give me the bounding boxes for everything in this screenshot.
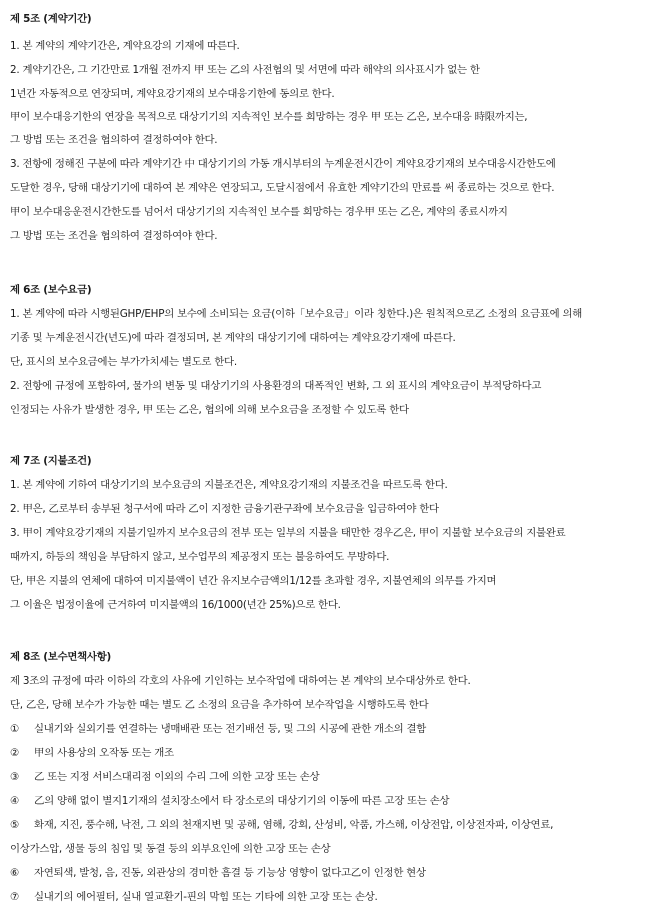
section-5-line-5: 그 방법 또는 조건을 협의하여 결정하여야 한다. [10,134,218,146]
section-7-line-1: 1. 본 계약에 기하여 대상기기의 보수요금의 지불조건은, 계약요강기재의 지불조건을 따르도록 한다. [10,479,448,491]
section-5-line-2: 2. 계약기간은, 그 기간만료 1개월 전까지 甲 또는 乙의 사전협의 및 서면에 따라 해약의 의사표시가 없는 한 [10,64,480,76]
section-5-line-3: 1년간 자동적으로 연장되며, 계약요강기재의 보수대응기한에 동의로 한다. [10,88,335,100]
section-8-line-1: 제 3조의 규정에 따라 이하의 각호의 사유에 기인하는 보수작업에 대하여는 본 계약의 보수대상外로 한다. [10,675,471,687]
item-text: 甲의 사용상의 오작동 또는 개조 [34,747,174,759]
list-item [10,794,449,808]
section-7-line-2: 2. 甲은, 乙로부터 송부된 청구서에 따라 乙이 지정한 금융기관구좌에 보수요금을 입금하여야 한다 [10,503,439,515]
section-6-line-1: 1. 본 계약에 따라 시행된GHP/EHP의 보수에 소비되는 요금(이하「보수요금」이라 칭한다.)은 원칙적으로乙 소정의 요금표에 의해 [10,308,583,320]
item-number: ① [10,723,20,735]
list-item-continuation [10,842,330,856]
item-text: 이상가스압, 생물 등의 침입 및 동결 등의 외부요인에 의한 고장 또는 손상 [10,843,331,855]
list-item [10,746,174,760]
section-7-line-4: 때까지, 하등의 책임을 부담하지 않고, 보수업무의 제공정지 또는 불응하여도 무방하다. [10,551,390,563]
section-7-line-6: 그 이율은 법정이율에 근거하여 미지불액의 16/1000(년간 25%)으로 한다. [10,599,341,611]
section-5-title: 제 5조 (계약기간) [10,13,92,25]
list-item [10,770,319,784]
section-7-title: 제 7조 (지불조건) [10,455,92,467]
section-6-line-3: 단, 표시의 보수요금에는 부가가치세는 별도로 한다. [10,356,237,368]
section-6-title: 제 6조 (보수요금) [10,284,92,296]
section-6-line-2: 기종 및 누계운전시간(년도)에 따라 결정되며, 본 계약의 대상기기에 대하여는 계약요강기재에 따른다. [10,332,456,344]
item-text: 화재, 지진, 풍수해, 낙전, 그 외의 천재지변 및 공해, 염해, 강회, 산성비, 악품, 가스해, 이상전압, 이상전자파, 이상연료, [34,819,554,831]
item-number: ④ [10,795,20,807]
section-5-line-8: 甲이 보수대응운전시간한도를 넘어서 대상기기의 지속적인 보수를 희망하는 경우甲 또는 乙은, 계약의 종료시까지 [10,206,508,218]
item-number: ⑥ [10,867,20,879]
section-8-line-2: 단, 乙은, 당해 보수가 가능한 때는 별도 乙 소정의 요금을 추가하여 보수작업을 시행하도록 한다 [10,699,429,711]
list-item [10,722,426,736]
section-7-line-3: 3. 甲이 계약요강기재의 지불기일까지 보수요금의 전부 또는 일부의 지불을 태만한 경우乙은, 甲이 지불할 보수요금의 지불완료 [10,527,566,539]
list-item [10,818,553,832]
item-number: ⑦ [10,891,20,903]
section-6-line-5: 인정되는 사유가 발생한 경우, 甲 또는 乙은, 협의에 의해 보수요금을 조정할 수 있도록 한다 [10,404,409,416]
section-5-line-4: 甲이 보수대응기한의 연장을 목적으로 대상기기의 지속적인 보수를 희망하는 경우 甲 또는 乙은, 보수대응 時限까지는, [10,111,528,123]
list-item [10,866,426,880]
section-6-line-4: 2. 전항에 규정에 포함하여, 물가의 변동 및 대상기기의 사용환경의 대폭적인 변화, 그 외 표시의 계약요금이 부적당하다고 [10,380,542,392]
item-text: 乙의 양해 없이 별지1기재의 설치장소에서 타 장소로의 대상기기의 이동에 따른 고장 또는 손상 [34,795,450,807]
item-number: ② [10,747,20,759]
item-number: ③ [10,771,20,783]
item-text: 乙 또는 지정 서비스대리점 이외의 수리 그에 의한 고장 또는 손상 [34,771,320,783]
item-text: 실내기의 에어필터, 실내 열교환기-핀의 막힘 또는 기타에 의한 고장 또는 손상. [34,891,378,903]
section-7-line-5: 단, 甲은 지불의 연체에 대하여 미지불액이 년간 유지보수금액의1/12를 초과할 경우, 지불연체의 의무를 가지며 [10,575,497,587]
section-5-line-7: 도달한 경우, 당해 대상기기에 대하여 본 계약은 연장되고, 도달시점에서 유효한 계약기간의 만료를 써 종료하는 것으로 한다. [10,182,555,194]
item-text: 자연퇴색, 발청, 음, 진동, 외관상의 경미한 흠결 등 기능상 영향이 없다고乙이 인정한 현상 [34,867,426,879]
item-text: 실내기와 실외기를 연결하는 냉매배관 또는 전기배선 등, 및 그의 시공에 관한 개소의 결함 [34,723,427,735]
section-5-line-9: 그 방법 또는 조건을 협의하여 결정하여야 한다. [10,230,218,242]
section-5-line-1: 1. 본 계약의 계약기간은, 계약요강의 기재에 따른다. [10,40,240,52]
list-item [10,890,378,904]
section-8-title: 제 8조 (보수면책사항) [10,651,112,663]
section-5-line-6: 3. 전항에 정해진 구분에 따라 계약기간 中 대상기기의 가동 개시부터의 누계운전시간이 계약요강기재의 보수대응시간한도에 [10,158,556,170]
item-number: ⑤ [10,819,20,831]
